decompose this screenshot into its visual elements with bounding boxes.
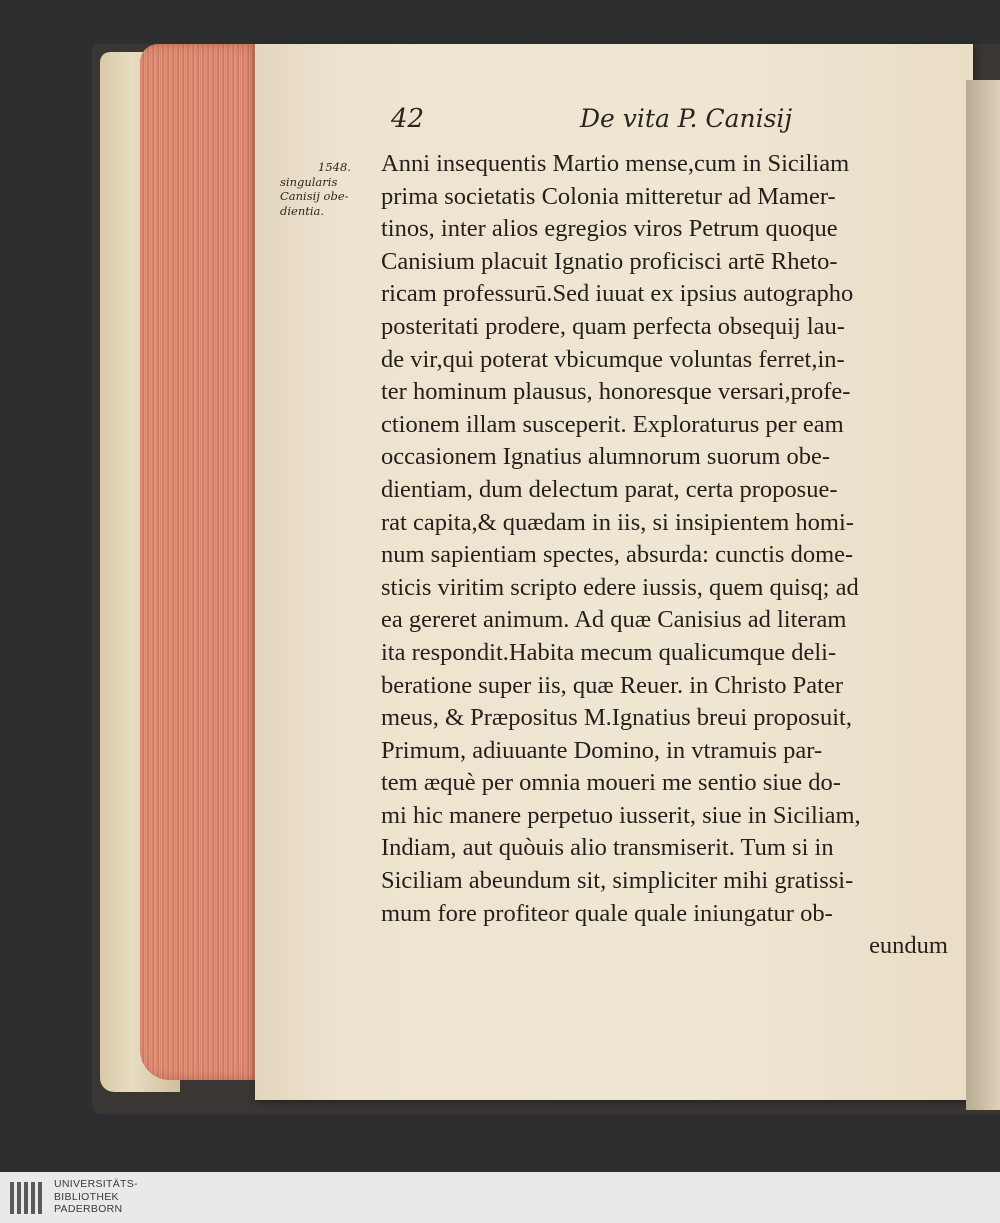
footer-bar: [0, 1172, 1000, 1223]
text-line: ctionem illam susceperit. Exploraturus per eam: [381, 410, 844, 438]
text-line: occasionem Ignatius alumnorum suorum obe-: [381, 443, 831, 471]
text-line: tem æquè per omnia moueri me sentio siue do-: [381, 769, 841, 797]
margin-note-line: singularis: [280, 174, 338, 189]
red-page-edge: [140, 44, 260, 1080]
next-page-edge: [966, 80, 1000, 1110]
text-line: prima societatis Colonia mitteretur ad Mamer-: [381, 182, 836, 210]
text-line: mi hic manere perpetuo iusserit, siue in Siciliam,: [381, 801, 861, 829]
text-line: meus, & Præpositus M.Ignatius breui proposuit,: [381, 704, 852, 732]
text-line: beratione super iis, quæ Reuer. in Christo Pater: [381, 671, 844, 699]
text-line: ricam professurū.Sed iuuat ex ipsius autographo: [381, 280, 854, 308]
text-line: tinos, inter alios egregios viros Petrum quoque: [381, 215, 838, 243]
text-line: dientiam, dum delectum parat, certa proposue-: [381, 475, 838, 503]
text-line: rat capita,& quædam in iis, si insipientem homi-: [381, 508, 854, 536]
text-line: Canisium placuit Ignatio proficisci artē Rheto-: [381, 247, 838, 275]
text-line: ter hominum plausus, honoresque versari,profe-: [381, 378, 851, 406]
body-text: [381, 148, 966, 963]
text-line: de vir,qui poterat vbicumque voluntas ferret,in-: [381, 345, 845, 373]
text-line: Indiam, aut quòuis alio transmiserit. Tum si in: [381, 834, 834, 862]
page-header: [385, 104, 945, 144]
text-line: posteritati prodere, quam perfecta obsequij lau-: [381, 312, 845, 340]
library-name: [54, 1178, 138, 1216]
page-number: 42: [391, 104, 425, 134]
text-line: ita respondit.Habita mecum qualicumque deli-: [381, 638, 837, 666]
text-line: Primum, adiuuante Domino, in vtramuis par-: [381, 736, 823, 764]
text-line: ea gereret animum. Ad quæ Canisius ad literam: [381, 606, 847, 634]
text-line: Anni insequentis Martio mense,cum in Siciliam: [381, 150, 850, 177]
text-line: mum fore profiteor quale quale iniungatur ob-: [381, 899, 833, 927]
margin-year: 1548.: [318, 160, 351, 174]
text-line: sticis viritim scripto edere iussis, quem quisq; ad: [381, 573, 859, 601]
catchword: eundum: [869, 932, 948, 960]
margin-note-line: dientia.: [280, 203, 325, 218]
library-name-line: BIBLIOTHEK: [54, 1190, 119, 1203]
text-line: Siciliam abeundum sit, simpliciter mihi gratissi-: [381, 867, 854, 895]
university-library-logo-icon: [8, 1178, 48, 1218]
library-name-line: PADERBORN: [54, 1203, 123, 1215]
running-head: De vita P. Canisij: [580, 104, 793, 133]
library-name-line: UNIVERSITÄTS-: [54, 1178, 138, 1190]
margin-note: [280, 160, 375, 218]
margin-note-line: Canisij obe-: [280, 189, 349, 203]
text-line: num sapientiam spectes, absurda: cunctis dome-: [381, 541, 854, 569]
